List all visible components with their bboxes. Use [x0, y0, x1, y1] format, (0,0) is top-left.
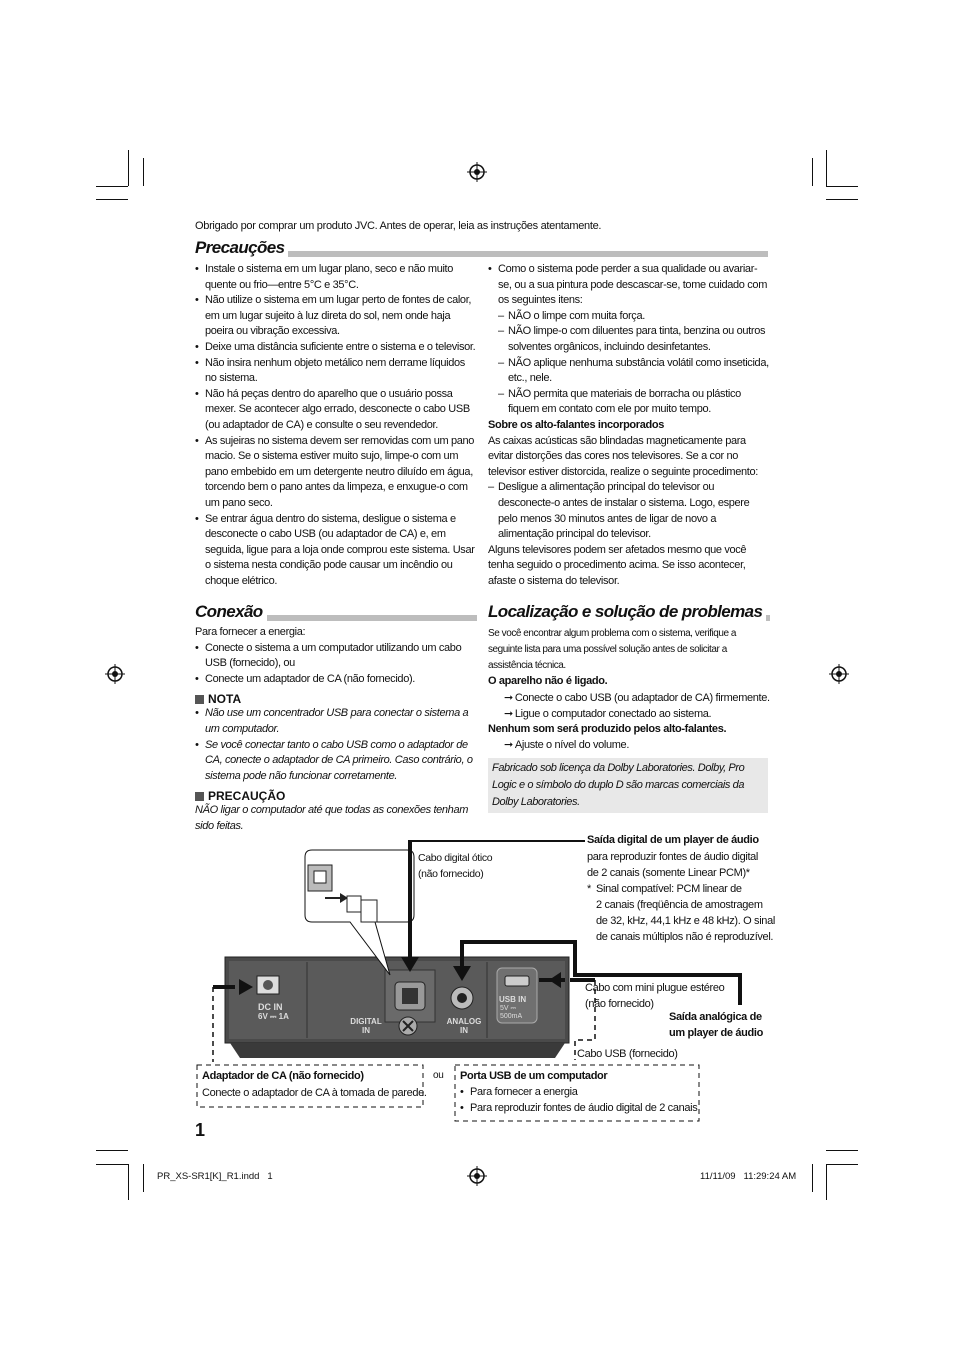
crop-mark	[96, 186, 128, 187]
registration-mark-icon	[829, 664, 849, 684]
precaution-item: • Se entrar água dentro do sistema, desligue o sistema e desconecte o cabo USB (ou adaptador de CA) e, em seguida, ligue para a loja onde comprou este sistema. Usar o sistema nesta condição pode causar um incêndio ou choque elétrico.	[195, 512, 477, 590]
crop-mark	[826, 199, 858, 200]
or-label: ou	[433, 1070, 444, 1081]
square-bullet-icon	[195, 792, 204, 801]
troubleshooting-body	[488, 626, 770, 753]
footnote-text: Sinal compatível: PCM linear de 2 canais (freqüência de amostragem de 32, kHz, 44,1 kHz e 48 kHz). O sinal de canais múltiplos não é reproduzível.	[596, 883, 775, 943]
precaution-dash-item: – NÃO aplique nenhuma substância volátil como inseticida, etc., nele.	[498, 356, 770, 387]
analog-out-label: Saída analógica de um player de áudio	[669, 1011, 763, 1039]
protective-cap-icon	[347, 896, 361, 912]
device-stand	[230, 1043, 565, 1058]
registration-mark-icon	[467, 162, 487, 182]
footer-file-name: PR_XS-SR1[K]_R1.indd 1	[157, 1171, 273, 1182]
crop-mark	[826, 150, 827, 186]
page-number: 1	[195, 1120, 206, 1140]
precaution-dash-item: – NÃO permita que materiais de borracha ou plástico fiquem em contato com ele por muito tempo.	[498, 387, 770, 418]
precautions-title: Precauções	[195, 238, 288, 258]
precaution-item: • Como o sistema pode perder a sua qualidade ou avariar-se, ou a sua pintura pode descascar-se, tome cuidado com os seguintes itens:	[488, 262, 770, 309]
ac-adapter-text: Conecte o adaptador de CA à tomada de parede.	[202, 1087, 427, 1099]
connection-intro: Para fornecer a energia:	[195, 626, 306, 638]
troubleshooting-title: Localização e solução de problemas	[488, 602, 766, 622]
footer-timestamp: 11/11/09 11:29:24 AM	[700, 1171, 797, 1182]
registration-mark-icon	[467, 1166, 487, 1186]
crop-mark	[812, 158, 813, 186]
note-item: • Não use um concentrador USB para conectar o sistema a um computador.	[195, 706, 477, 737]
precaution-item: • Deixe uma distância suficiente entre o sistema e o televisor.	[195, 340, 477, 356]
speakers-heading: Sobre os alto-falantes incorporados	[488, 418, 665, 431]
solution-item: ➞ Ajuste o nível do volume.	[504, 739, 630, 752]
precautions-left-column	[195, 262, 477, 589]
troubleshooting-intro: Se você encontrar algum problema com o sistema, verifique a seguinte lista para uma possível solução antes de solicitar a assistência técnica.	[488, 628, 737, 671]
crop-mark	[128, 1164, 129, 1200]
precaution-dash-item: – NÃO limpe-o com diluentes para tinta, benzina ou outros solventes orgânicos, incluindo desinfetantes.	[498, 324, 770, 355]
crop-mark	[96, 199, 128, 200]
crop-mark	[826, 1164, 827, 1200]
crop-mark	[143, 158, 144, 186]
arrow-right-icon: ➞	[504, 691, 513, 704]
connection-item: • Conecte um adaptador de CA (não fornecido).	[195, 672, 477, 688]
crop-mark	[826, 1150, 858, 1151]
crop-mark	[96, 1150, 128, 1151]
crop-mark	[812, 1164, 813, 1192]
solution-item: ➞ Ligue o computador conectado ao sistema.	[504, 707, 712, 720]
usb-port-title: Porta USB de um computador	[460, 1070, 608, 1082]
precautions-header	[195, 238, 768, 258]
connection-item: • Conecte o sistema a um computador utilizando um cabo USB (fornecido), ou	[195, 641, 477, 672]
usb-port-list	[460, 1085, 700, 1116]
usb-rating-label: 5V ⎓ 500mA	[500, 1005, 523, 1020]
ac-adapter-title: Adaptador de CA (não fornecido)	[202, 1070, 364, 1082]
precaution-item: • Não há peças dentro do aparelho que o usuário possa mexer. Se acontecer algo errado, desconecte o cabo USB (ou adaptador de CA) e consulte o seu revendedor.	[195, 387, 477, 434]
speakers-text: As caixas acústicas são blindadas magneticamente para evitar distorções das cores nos televisores. Se a cor no televisor estiver distorcida, realize o seguinte procedimento:	[488, 434, 758, 478]
digital-out-text: para reproduzir fontes de áudio digital de 2 canais (somente Linear PCM)*	[587, 851, 759, 879]
speakers-dash-item: – Desligue a alimentação principal do televisor ou desconecte-o antes de instalar o sistema. Logo, espere pelo menos 30 minutos antes de ligar de novo a alimentação principal do televisor.	[488, 480, 770, 542]
crop-mark	[143, 1164, 144, 1192]
intro-text: Obrigado por comprar um produto JVC. Antes de operar, leia as instruções atentamente.	[195, 220, 602, 232]
usb-port-item: • Para reproduzir fontes de áudio digital de 2 canais	[460, 1101, 700, 1117]
square-bullet-icon	[195, 695, 204, 704]
caution-heading	[195, 789, 477, 803]
precaution-item: • Instale o sistema em um lugar plano, seco e não muito quente ou frio—entre 5°C e 35°C.	[195, 262, 477, 293]
precaution-item: • Não insira nenhum objeto metálico nem derrame líquidos no sistema.	[195, 356, 477, 387]
connection-body	[195, 625, 477, 835]
precaution-item: • As sujeiras no sistema devem ser removidas com um pano macio. Se o sistema estiver muito sujo, limpe-o com um pano embebido em um detergente neutro diluído em água, torcendo bem o pano antes da limpeza, e enxugue-o com um pano seco.	[195, 434, 477, 512]
precaution-dash-item: – NÃO o limpe com muita força.	[498, 309, 770, 325]
mini-plug-label: Cabo com mini plugue estéreo (não fornecido)	[585, 982, 725, 1010]
problem-heading: O aparelho não é ligado.	[488, 675, 608, 687]
note-item: • Se você conectar tanto o cabo USB como o adaptador de CA, conecte o adaptador de CA primeiro. Caso contrário, o sistema pode não funcionar corretamente.	[195, 738, 477, 785]
analog-in-label: ANALOG IN	[446, 1017, 482, 1035]
arrow-right-icon: ➞	[504, 739, 513, 752]
optical-cable-label: Cabo digital ótico (não fornecido)	[418, 852, 493, 880]
crop-mark	[826, 1164, 858, 1165]
registration-mark-icon	[105, 664, 125, 684]
precautions-right-column	[488, 262, 770, 589]
footnote-star: *	[587, 883, 591, 895]
problem-heading: Nenhum som será produzido pelos alto-falantes.	[488, 722, 727, 735]
note-heading	[195, 692, 477, 706]
caution-label: PRECAUÇÃO	[208, 789, 286, 804]
connection-header	[195, 602, 477, 622]
arrow-right-icon: ➞	[504, 707, 513, 720]
precaution-item: • Não utilize o sistema em um lugar perto de fontes de calor, em um lugar sujeito à luz direta do sol, nem onde haja poeira ou vibração excessiva.	[195, 293, 477, 340]
troubleshooting-header	[488, 602, 770, 622]
crop-mark	[96, 1164, 128, 1165]
speakers-after-text: Alguns televisores podem ser afetados mesmo que você tenha seguido o procedimento acima. Se isso acontecer, afaste o sistema do televisor.	[488, 543, 747, 587]
usb-port-item: • Para fornecer a energia	[460, 1085, 700, 1101]
caution-text: NÃO ligar o computador até que todas as conexões tenham sido feitas.	[195, 804, 469, 832]
connection-title: Conexão	[195, 602, 267, 622]
dc-in-label: DC IN	[258, 1002, 283, 1012]
usb-in-label: USB IN	[499, 995, 527, 1004]
digital-out-title: Saída digital de um player de áudio	[587, 834, 759, 846]
crop-mark	[826, 186, 858, 187]
digital-in-label: DIGITAL IN	[350, 1017, 382, 1035]
dolby-notice: Fabricado sob licença da Dolby Laboratories. Dolby, Pro Logic e o símbolo do duplo D são marcas comerciais da Dolby Laboratories.	[488, 758, 768, 813]
usb-cable-label: Cabo USB (fornecido)	[577, 1048, 678, 1060]
note-label: NOTA	[208, 692, 242, 707]
crop-mark	[128, 150, 129, 186]
solution-item: ➞ Conecte o cabo USB (ou adaptador de CA) firmemente.	[504, 691, 770, 704]
dc-rating-label: 6V ⎓ 1A	[258, 1012, 289, 1021]
